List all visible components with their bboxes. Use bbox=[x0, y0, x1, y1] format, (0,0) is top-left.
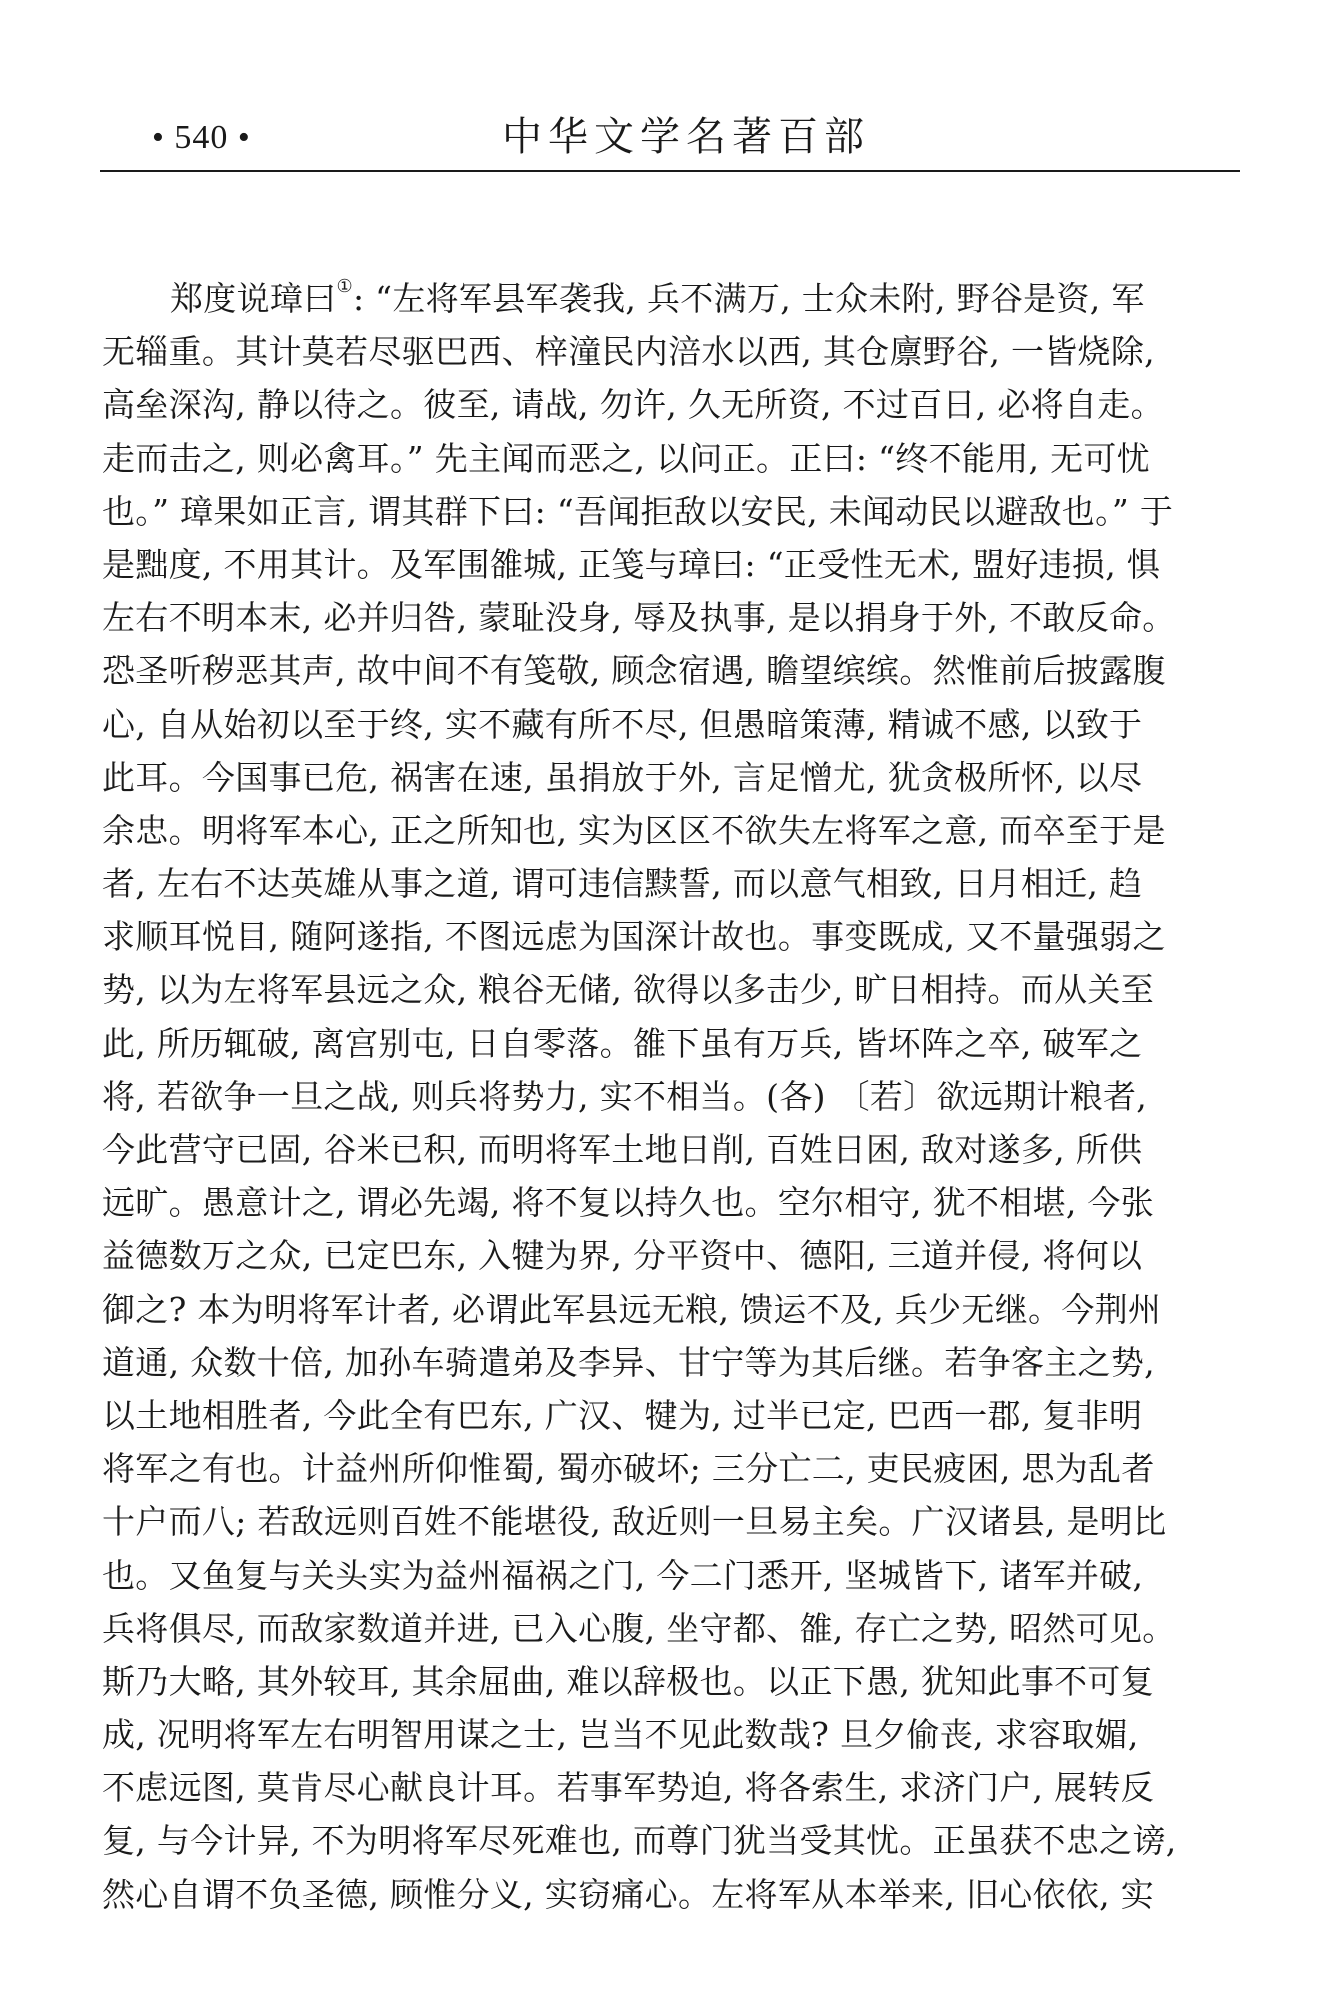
text-line: 御之? 本为明将军计者, 必谓此军县远无粮, 馈运不及, 兵少无继。今荆州 bbox=[102, 1289, 1162, 1329]
text-line: 成, 况明将军左右明智用谋之士, 岂当不见此数哉? 旦夕偷丧, 求容取媚, bbox=[102, 1715, 1139, 1755]
text-line: 兵将俱尽, 而敌家数道并进, 已入心腹, 坐守都、雒, 存亡之势, 昭然可见。 bbox=[102, 1608, 1176, 1648]
page-number: • 540 • bbox=[152, 119, 251, 156]
text-line: 也。” 璋果如正言, 谓其群下曰: “吾闻拒敌以安民, 未闻动民以避敌也。” 于 bbox=[102, 491, 1174, 531]
text-line: 复, 与今计异, 不为明将军尽死难也, 而尊门犹当受其忧。正虽获不忠之谤, bbox=[102, 1821, 1177, 1861]
text-line: 将, 若欲争一旦之战, 则兵将势力, 实不相当。(各) 〔若〕欲远期计粮者, bbox=[102, 1076, 1148, 1116]
text-line: 走而击之, 则必禽耳。” 先主闻而恶之, 以问正。正曰: “终不能用, 无可忧 bbox=[102, 438, 1150, 478]
text-line: 以土地相胜者, 今此全有巴东, 广汉、犍为, 过半已定, 巴西一郡, 复非明 bbox=[102, 1395, 1143, 1435]
series-title: 中华文学名著百部 bbox=[502, 114, 870, 160]
text-line: 也。又鱼复与关头实为益州福祸之门, 今二门悉开, 坚城皆下, 诸军并破, bbox=[102, 1555, 1144, 1595]
footnote-ref[interactable]: ① bbox=[336, 276, 353, 297]
text-line: 势, 以为左将军县远之众, 粮谷无储, 欲得以多击少, 旷日相持。而从关至 bbox=[102, 970, 1155, 1010]
text-line: 高垒深沟, 静以待之。彼至, 请战, 勿许, 久无所资, 不过百日, 必将自走。 bbox=[102, 385, 1164, 425]
text-line: 此, 所历辄破, 离宫别屯, 日自零落。雒下虽有万兵, 皆坏阵之卒, 破军之 bbox=[102, 1023, 1143, 1063]
text-line: 斯乃大略, 其外较耳, 其余屈曲, 难以辞极也。以正下愚, 犹知此事不可复 bbox=[102, 1661, 1155, 1701]
text-line: 心, 自从始初以至于终, 实不藏有所不尽, 但愚暗策薄, 精诚不感, 以致于 bbox=[102, 704, 1143, 744]
text-line: 恐圣听秽恶其声, 故中间不有笺敬, 顾念宿遇, 瞻望缤缤。然惟前后披露腹 bbox=[102, 651, 1166, 691]
text-line: 左右不明本末, 必并归咎, 蒙耻没身, 辱及执事, 是以捐身于外, 不敢反命。 bbox=[102, 598, 1176, 638]
paragraph-start: 郑度说璋曰 bbox=[170, 279, 337, 318]
text-line: 不虑远图, 莫肯尽心献良计耳。若事军势迫, 将各索生, 求济门户, 展转反 bbox=[102, 1768, 1155, 1808]
text-line: 将军之有也。计益州所仰惟蜀, 蜀亦破坏; 三分亡二, 吏民疲困, 思为乱者 bbox=[102, 1449, 1155, 1489]
text-line: 此耳。今国事已危, 祸害在速, 虽捐放于外, 言足憎尤, 犹贪极所怀, 以尽 bbox=[102, 757, 1143, 797]
text-line: 远旷。愚意计之, 谓必先竭, 将不复以持久也。空尔相守, 犹不相堪, 今张 bbox=[102, 1183, 1155, 1223]
text-line bbox=[102, 272, 1242, 325]
header-rule bbox=[100, 170, 1240, 172]
text-line: 余忠。明将军本心, 正之所知也, 实为区区不欲失左将军之意, 而卒至于是 bbox=[102, 810, 1166, 850]
paragraph-start-continued: : “左将军县军袭我, 兵不满万, 士众未附, 野谷是资, 军 bbox=[352, 279, 1145, 318]
text-line: 十户而八; 若敌远则百姓不能堪役, 敌近则一旦易主矣。广汉诸县, 是明比 bbox=[102, 1502, 1167, 1542]
body-text bbox=[102, 272, 1242, 1921]
text-line: 是黜度, 不用其计。及军围雒城, 正笺与璋曰: “正受性无术, 盟好违损, 惧 bbox=[102, 544, 1161, 584]
text-line: 道通, 众数十倍, 加孙车骑遣弟及李异、甘宁等为其后继。若争客主之势, bbox=[102, 1342, 1155, 1382]
text-line: 无辎重。其计莫若尽驱巴西、梓潼民内涪水以西, 其仓廪野谷, 一皆烧除, bbox=[102, 332, 1155, 372]
text-line: 益德数万之众, 已定巴东, 入犍为界, 分平资中、德阳, 三道并侵, 将何以 bbox=[102, 1236, 1143, 1276]
text-line: 然心自谓不负圣德, 顾惟分义, 实窃痛心。左将军从本举来, 旧心依依, 实 bbox=[102, 1874, 1155, 1914]
page-header bbox=[100, 100, 1240, 172]
text-line: 求顺耳悦目, 随阿遂指, 不图远虑为国深计故也。事变既成, 又不量强弱之 bbox=[102, 917, 1166, 957]
text-line: 者, 左右不达英雄从事之道, 谓可违信黩誓, 而以意气相致, 日月相迁, 趋 bbox=[102, 864, 1143, 904]
text-line: 今此营守已固, 谷米已积, 而明将军土地日削, 百姓日困, 敌对遂多, 所供 bbox=[102, 1130, 1143, 1169]
